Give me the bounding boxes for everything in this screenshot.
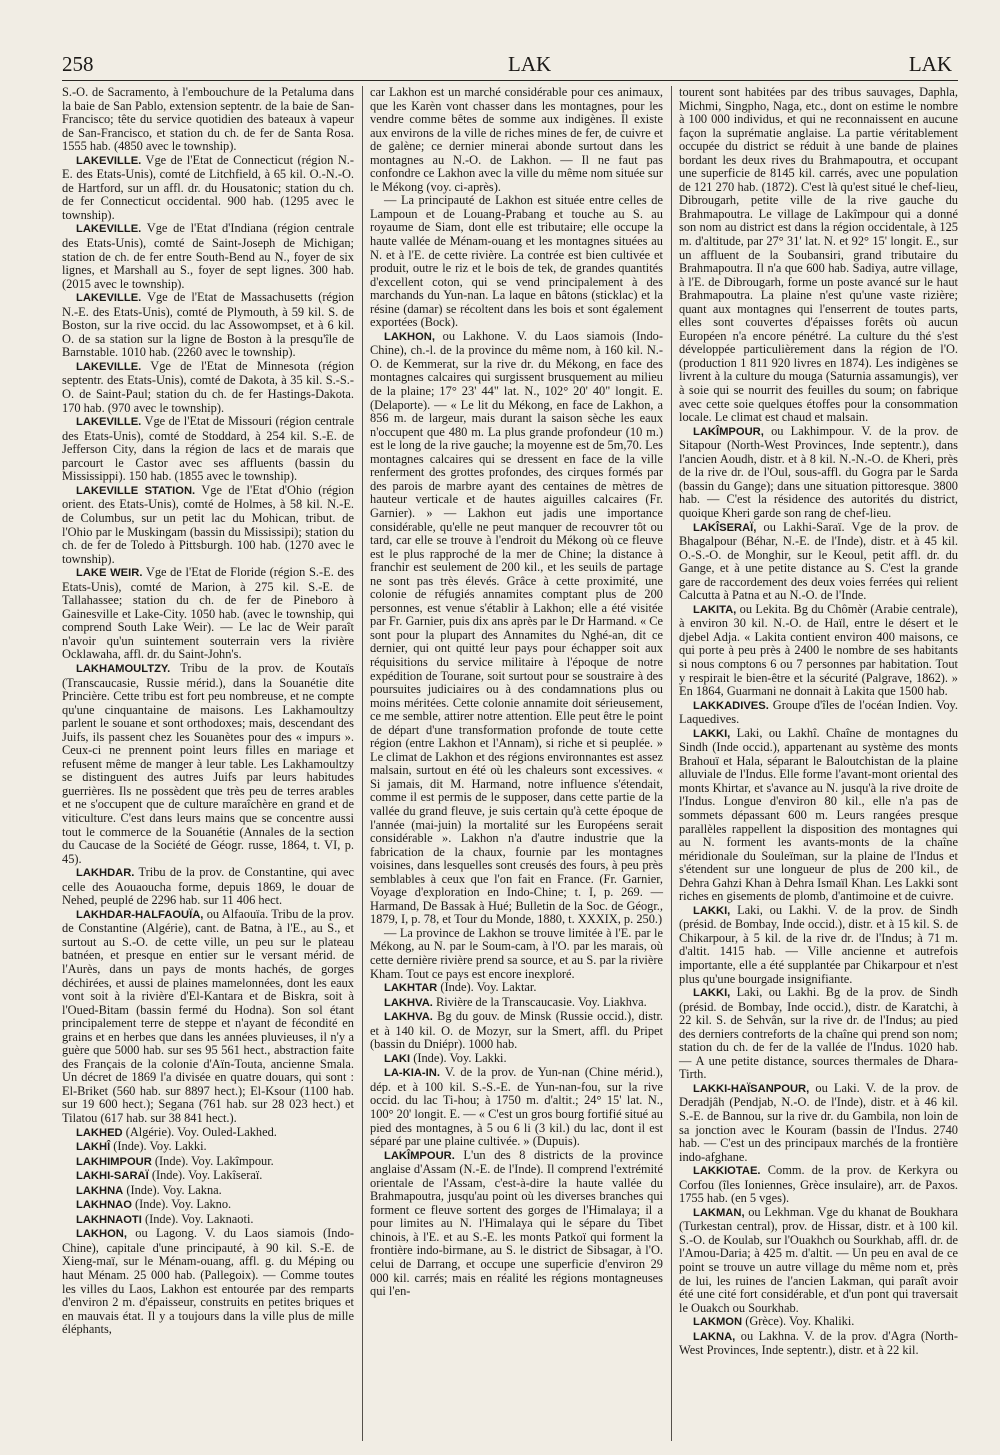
entry-text: L'un des 8 districts de la province anglaise d'Assam (N.-E. de l'Inde). Il comprend l'extrémité orientale de l'Assam, c'est-à-dire la haute vallée du Brahmapoutra, jusqu'au point où les diverses branches qui forment ce fleuve sortent des gorges de l'Himalaya; il a pour limites au N. l'Himalaya qui le sépare du Tibet chinois, à l'E. et au S.-E. les monts Patkoï qui forment la frontière indo-birmane, au S. le district de Sibsagar, à l'O. celui de Darrang, et occupe une superficie d'environ 29 000 kil. carrés; mais en réalité les régions montagneuses qui l'en- [370,1147,663,1299]
entry-text: ou Lakhna. V. de la prov. d'Agra (North-West Provinces, Inde septentr.), distr. et à 22 kil. [679,1328,958,1358]
entry-text: Tribu de la prov. de Constantine, qui avec celle des Aouaoucha forme, depuis 1869, le douar de Nehed, peuplé de 2296 hab. sur 11 406 hect. [62,865,354,908]
entry-headword: LAKEVILLE. [76,223,142,236]
entry-headword: LAKHNA [76,1184,124,1197]
entry-text: Laki, ou Lakhi. V. de la prov. de Sindh (présid. de Bombay, Inde occid.), distr. et à 15 kil. S. de Chikarpour, à 5 kil. de la rive dr. de l'Indus; à 71 m. d'altit. 1415 hab. — Ville ancienne et autrefois importante, elle a été supplantée par Chikarpour et n'est plus qu'une bourgade insignifiante. [679,902,958,986]
entry-text: Comm. de la prov. de Kerkyra ou Corfou (îles Ioniennes, Grèce insulaire), arr. de Paxos. 1755 hab. (en 5 vges). [679,1163,958,1206]
entry-text: ou Lagong. V. du Laos siamois (Indo-Chine), capitale d'une principauté, à 90 kil. S.-E. de Xieng-maï, sur le Ménam-ouang, affl. g. du Méping ou haut Ménam. 25 000 hab. (Pallegoix). — Comme toutes les villes du Laos, Lakhon est entourée par des remparts d'environ 2 m. d'épaisseur, construits en petites briques et en mauvais état. Il y a toujours dans la ville plus de mille éléphants, [62,1226,354,1337]
entry-headword: LAKKI, [693,904,731,917]
entry-headword: LAKHNAO [76,1199,132,1212]
entry-headword: LAKI [384,1052,411,1065]
dictionary-entry [370,927,663,981]
dictionary-entry [370,1066,663,1148]
entry-headword: LAKHNAOTI [76,1213,142,1226]
entry-text: ou Lakhi-Saraï. Vge de la prov. de Bhagalpour (Béhar, N.-E. de l'Inde), distr. et à 45 kil. O.-S.-O. de Monghir, sur le Keoul, petit affl. dr. du Gange, et à une petite distance au S. C'est la grande gare de raccordement des deux voies ferrées qui relient Calcutta à Patna et au N.-O. de l'Inde. [679,519,958,603]
dictionary-entry [679,727,958,904]
dictionary-entry [62,662,354,866]
dictionary-entry [62,866,354,908]
header-word-left: LAK [508,52,552,76]
header-word-right: LAK [908,52,952,76]
dictionary-entry [679,904,958,986]
dictionary-entry [62,360,354,415]
entry-text: Vge de l'Etat de Connecticut (région N.-E. des Etats-Unis), comté de Litchfield, à 65 kil. O.-N.-O. de Hartford, sur un affl. dr. du Housatonic; station du ch. de fer Connecticut occidental. 900 hab. (1295 avec le township). [62,152,354,222]
entry-text: V. de la prov. de Yun-nan (Chine mérid.), dép. et à 100 kil. S.-S.-E. de Yun-nan-fou, sur la rive occid. du lac Ti-hou; à 1750 m. d'altit.; 24° 15' lat. N., 100° 20' longit. E. — « C'est un gros bourg fortifié situé au pied des montagnes, à 5 ou 6 li (3 kil.) du lac, dont il est séparé par une plaine cultivée. » (Dupuis). [370,1065,663,1149]
dictionary-entry [370,981,663,996]
dictionary-entry [679,1330,958,1358]
dictionary-entry [370,86,663,194]
entry-text: car Lakhon est un marché considérable pour ces animaux, que les Karèn vont chasser dans les montagnes, pour les vendre comme bêtes de somme aux indigènes. Il existe aux environs de la ville de riches mines de fer, de cuivre et de galène; ce dernier minerai abonde surtout dans les montagnes au N.-O. de Lakhon. — Il ne faut pas confondre ce Lakhon avec la ville du même nom située sur le Mékong (voy. ci-après). [370,85,663,194]
dictionary-entry [62,415,354,484]
dictionary-entry [679,86,958,425]
entry-text: Vge de l'Etat de Floride (région S.-E. des Etats-Unis), comté de Marion, à 275 kil. S.-E. de Tallahassee; station du ch. de fer de Pineboro à Gainesville et Lake-City. 1050 hab. (avec le township, qui comprend South Lake Weir). — Le lac de Weir paraît n'avoir qu'un suintement souterrain vers la rivière Ocklawaha, affl. dr. du Saint-John's. [62,565,354,662]
entry-text: (Inde). Voy. Lakno. [131,1197,232,1212]
entry-headword: LAKHED [76,1126,123,1139]
entry-headword: LAKÎMPOUR, [693,425,764,438]
entry-text: (Inde). Voy. Laktar. [437,980,537,995]
dictionary-entry [62,1169,354,1184]
dictionary-entry [679,425,958,521]
dictionary-entry [62,1126,354,1141]
dictionary-entry [679,1082,958,1164]
entry-text: ou Alfaouïa. Tribu de la prov. de Constantine (Algérie), cant. de Batna, à l'E., au S., et surtout au S.-O. de cette ville, un peu sur le plateau batnéen, et presque en entier sur le versant mérid. de l'Aurès, dans un pays de monts hachés, de gorges déchirées, et aussi de plaines mamelonnées, dont les eaux vont soit à la rivière d'El-Kantara et de Biskra, soit à l'Oued-Bitam (bassin fermé du Hodna). Son sol étant principalement terre de steppe et n'ayant de fécondité en grains et en herbes que dans les années pluvieuses, il n'y a guère que 5000 hab. sur ses 95 561 hect., abstraction faite des Français de la colonie d'Aïn-Touta, ancienne Smala. Un décret de 1869 l'a divisée en quatre douars, qui sont : El-Briket (560 hab. sur 8897 hect.); El-Ksour (1100 hab. sur 19 600 hect.); Segana (761 hab. sur 28 023 hect.) et Tilatou (617 hab. sur 38 841 hect.). [62,906,354,1126]
entry-text: ou Lekita. Bg du Chômèr (Arabie centrale), à environ 30 kil. N.-O. de Haïl, entre le désert et le djebel Adja. « Lakita contient environ 400 maisons, ce qui porte à peu près à 2400 le nombre de ses habitants si nous comptons 6 ou 7 personnes par habitation. Tout y respirait le bien-être et la sécurité (Palgrave, 1862). » En 1864, Guarmani ne donnait à Lakita que 1500 hab. [679,601,958,699]
entry-text: Tribu de la prov. de Koutaïs (Transcaucasie, Russie mérid.), dans la Souanétie dite Princière. Cette tribu est fort peu nombreuse, et ne compte qu'une cinquantaine de maisons. Les Lakhamoultzy parlent le souane et sont orthodoxes; mais, descendant des Juifs, ils passent chez les Souanètes pour des « impurs ». Ceux-ci ne prennent point leurs filles en mariage et refusent même de manger à leur table. Les Lakhamoultzy se distinguent des autres Juifs par leurs habitudes guerrières. Ils ne possèdent que très peu de terres arables et ne s'occupent que de culture maraîchère en grand et de viticulture. C'est dans leurs mains que se concentre aussi tout le commerce de la Souanétie (Annales de la section du Caucase de la Société de Géogr. russe, 1864, t. VI, p. 45). [62,660,354,866]
dictionary-entry [62,1140,354,1155]
column-divider [671,86,672,1441]
dictionary-entry [62,1227,354,1336]
entry-text: S.-O. de Sacramento, à l'embouchure de la Petaluma dans la baie de San Pablo, extension septentr. de la baie de San-Francisco; tête du service quotidien des bateaux à vapeur de San-Francisco, et station du ch. de fer de Santa Rosa. 1555 hab. (4850 avec le township). [62,85,354,154]
entry-headword: LAKHON, [384,330,435,343]
entry-headword: LAKMAN, [693,1206,745,1219]
entry-text: Groupe d'îles de l'océan Indien. Voy. Laquedives. [679,697,958,727]
dictionary-entry [62,291,354,360]
entry-text: (Inde). Voy. Lakna. [123,1182,222,1197]
entry-headword: LAKE WEIR. [76,567,143,580]
entry-headword: LAKHTAR [384,982,438,995]
entry-text: Vge de l'Etat de Missouri (région centrale des Etats-Unis), comté de Stoddard, à 254 kil. S.-E. de Jefferson City, dans la région de lacs et de marais que parcourt le Castor avec ses affluents (bassin du Mississippi). 150 hab. (1855 avec le township). [62,414,354,484]
entry-text: Vge de l'Etat de Massachusetts (région N.-E. des Etats-Unis), comté de Plymouth, à 59 kil. S. de Boston, sur la rive occid. du lac Assowompset, et à 6 kil. O. de sa station sur la ligne de Boston à la presqu'île de Barnstable. 1010 hab. (2260 avec le township). [62,290,354,360]
column-divider [362,86,363,1441]
dictionary-entry [62,1155,354,1170]
entry-text: Vge de l'Etat de Minnesota (région septentr. des Etats-Unis), comté de Dakota, à 35 kil. S.-S.-O. de Saint-Paul; station du ch. de fer Hastings-Dakota. 170 hab. (970 avec le township). [62,358,354,415]
dictionary-entry [62,1184,354,1199]
entry-text: tourent sont habitées par des tribus sauvages, Daphla, Michmi, Singpho, Naga, etc., dont on estime le nombre à 100 000 individus, et qui ne reconnaissent en aucune façon la suprématie anglaise. La partie véritablement occupée du district se réduit à une bande de plaines bordant les deux rives du Brahmapoutra, et occupant une superficie de 8145 kil. carrés, avec une population de 121 270 hab. (1872). C'est là qu'est situé le chef-lieu, Dibrougarh, petite ville de la rive gauche du Brahmapoutra. Le village de Lakîmpour qui a donné son nom au district est dans la région occidentale, à 125 m. d'altitude, par 27° 31' lat. N. et 92° 15' longit. E., sur un affluent de la Soubansiri, grand tributaire du Brahmapoutra. Il n'a que 600 hab. Sadiya, autre village, à l'E. de Dibrougarh, forme un poste avancé sur le haut Brahmapoutra. La plaine n'est qu'une vaste rizière; quant aux montagnes qui l'enserrent de toutes parts, elles sont couvertes d'épaisses forêts où aucun Européen n'a encore pénétré. La culture du thé s'est développée particulièrement dans la région de l'O. (production 1 811 920 livres en 1874). Les indigènes se livrent à la culture du mouga (Saturnia assamungis), ver à soie qui se nourrit des feuilles du soum; on fabrique avec cette soie quelques étoffes pour la consommation locale. Le climat est chaud et malsain. [679,85,958,425]
dictionary-entry [370,1010,663,1052]
entry-text: (Inde). Voy. Lakki. [110,1139,207,1154]
dictionary-entry [679,1206,958,1315]
entry-headword: LAKEVILLE. [76,154,142,167]
entry-headword: LAKHON, [76,1228,127,1241]
entry-headword: LAKÎSERAÏ, [693,521,757,534]
dictionary-entry [370,1149,663,1299]
entry-headword: LAKHVA. [384,996,433,1009]
dictionary-entry [679,1164,958,1206]
dictionary-entry [679,521,958,603]
dictionary-entry [62,1213,354,1228]
entry-headword: LAKEVILLE. [76,292,142,305]
entry-text: (Inde). Voy. Laknaoti. [141,1211,254,1226]
running-header [62,50,958,81]
dictionary-entry [370,330,663,927]
entry-text: Bg du gouv. de Minsk (Russie occid.), distr. et à 140 kil. O. de Mozyr, sur la Smert, affl. du Pripet (bassin du Dniépr). 1000 hab. [370,1009,663,1052]
entry-text: (Grèce). Voy. Khaliki. [742,1314,855,1329]
entry-headword: LAKKI, [693,727,731,740]
dictionary-entry [62,566,354,662]
entry-headword: LAKHÎ [76,1141,111,1154]
entry-headword: LAKEVILLE STATION. [76,484,196,497]
dictionary-entry [679,986,958,1082]
dictionary-entry [62,86,354,154]
entry-text: Vge de l'Etat d'Ohio (région orient. des Etats-Unis), comté de Holmes, à 58 kil. N.-E. de Columbus, sur un petit lac du Mohican, tribut. de l'Ohio par le Muskingam (bassin du Mississipi); station du ch. de fer de Toledo à Pittsburgh. 100 hab. (1270 avec le township). [62,482,354,566]
text-column-2 [370,86,663,1299]
dictionary-entry [679,603,958,699]
entry-headword: LAKHVA. [384,1011,433,1024]
entry-headword: LAKITA, [693,603,737,616]
entry-text: (Inde). Voy. Lakîseraï. [148,1168,263,1183]
entry-text: ou Lakhone. V. du Laos siamois (Indo-Chine), ch.-l. de la province du même nom, à 160 kil. N.-O. de Kemmerat, sur la rive dr. du Mékong, en face des montagnes calcaires qui surgissent brusquement au milieu de la plaine; 17° 23' 44" lat. N., 102° 20' 40" longit. E. (Delaporte). — « Le lit du Mékong, en face de Lakhon, a 856 m. de largeur, mais durant la saison sèche les eaux n'occupent que 480 m. La plus grande profondeur (10 m.) est le long de la rive gauche; la moyenne est de 5m,70. Les montagnes calcaires qui se dressent en face de la ville renferment des grottes profondes, des cirques formés par des parois de marbre ayant des centaines de mètres de hauteur verticale et de hautes aiguilles calcaires (Fr. Garnier). » — Lakhon eut jadis une importance considérable, qu'elle ne peut manquer de recouvrer tôt ou tard, car elle se trouve à l'endroit du Mékong où ce fleuve est le plus rapproché de la mer de Chine; la distance à franchir est seulement de 200 kil., et les seuils de partage ne sont pas très élevés. Grâce à cette proximité, une colonie de réfugiés annamites comptant plus de 200 personnes, est venue s'établir à Lakhon; elle a été visitée par Fr. Garnier, puis dix ans après par le Dr Harmand. « Ce sont pour la plupart des Annamites du Nghé-an, dit ce dernier, qui ont quitté leur pays pour échapper soit aux réquisitions du service militaire à l'époque de notre expédition de Tourane, soit surtout pour se soustraire à des poursuites judiciaires ou à des condamnations plus ou moins méritées. Cette colonie annamite doit sérieusement, ce me semble, attirer notre attention. Elle peut être le point de départ d'une transformation profonde de toute cette région (entre Lakhon et l'Annam), si riche et si peuplée. » Le climat de Lakhon et des régions environnantes est assez malsain, surtout en été où les chaleurs sont excessives. « Si jamais, dit M. Harmand, notre influence s'étendait, comme il est permis de le supposer, dans cette partie de la vallée du grand fleuve, je suis certain qu'à cette époque de l'année (mai-juin) la mortalité sur les Européens serait considérable ». Lakhon n'a d'autre industrie que la fabrication de la chaux, fournie par les montagnes voisines, dans lesquelles sont creusés des fours, à peu près semblables à ceux que l'on fait en France. (Fr. Garnier, Voyage d'exploration en Indo-Chine; t. I, p. 269. — Harmand, De Bassak à Hué; Bulletin de la Soc. de Géogr., 1879, I, p. 78, et Tour du Monde, 1880, t. XXXIX, p. 250.) [370,328,664,927]
entry-text: Vge de l'Etat d'Indiana (région centrale des Etats-Unis), comté de Saint-Joseph de Michigan; station de ch. de fer entre South-Bend au N., foyer de six lignes, et Marshall au S., foyer de sept lignes. 300 hab. (2015 avec le township). [62,221,354,291]
entry-text: Laki, ou Lakhî. Chaîne de montagnes du Sindh (Inde occid.), appartenant au système des monts Brahouï et Hala, séparant le Baloutchistan de la plaine alluviale de l'Indus. Elle forme l'avant-mont oriental des monts Khirtar, et s'avance au N. jusqu'à la rive droite de l'Indus. Longue d'environ 80 kil., elle n'a pas de sommets dépassant 600 m. Leurs rangées presque parallèles rappellent la disposition des montagnes qui au N. forment les avants-monts de la chaîne méridionale du Souleïman, sur la plaine de l'Indus et s'étendent sur une longueur de plus de 200 kil., de Dehra Gahzi Khan à Dehra Ismaïl Khan. Les Lakki sont riches en gisements de plomb, d'antimoine et de cuivre. [679,725,958,904]
entry-headword: LAKHIMPOUR [76,1155,152,1168]
entry-headword: LAKKADIVES. [693,699,769,712]
entry-text: — La principauté de Lakhon est située entre celles de Lampoun et de Louang-Prabang et touche au S. au royaume de Siam, dont elle est tributaire; elle occupe la haute vallée de Ménam-ouang et les montagnes situées au N. et à l'E. de cette rivière. La contrée est bien cultivée et produit, outre le riz et le bois de tek, de grandes quantités d'excellent coton, qui se vend principalement à des marchands du Yun-nan. La laque en bâtons (sticklac) et la résine (damar) se récoltent dans les bois et sont également exportées (Bock). [370,193,663,330]
entry-text: ou Laki. V. de la prov. de Deradjâh (Pendjab, N.-O. de l'Inde), distr. et à 46 kil. S.-E. de Bannou, sur la rive dr. du Gambila, non loin de sa jonction avec le Kouram (bassin de l'Indus. 2740 hab. — C'est un des principaux marchés de la frontière indo-afghane. [679,1080,958,1164]
entry-headword: LA-KIA-IN. [384,1067,440,1080]
dictionary-entry [370,1052,663,1067]
entry-headword: LAKKI, [693,987,731,1000]
dictionary-entry [370,194,663,329]
dictionary-entry [62,222,354,291]
dictionary-entry [62,1198,354,1213]
page-number: 258 [62,52,94,76]
dictionary-entry [679,699,958,727]
text-column-3 [679,86,958,1358]
entry-headword: LAKHAMOULTZY. [76,662,171,675]
dictionary-entry [679,1315,958,1330]
entry-headword: LAKHI-SARAÏ [76,1170,149,1183]
entry-text: ou Lekhman. Vge du khanat de Boukhara (Turkestan central), prov. de Hissar, distr. et à 100 kil. S.-O. de Koulab, sur l'Ouakhch ou Sourkhab, affl. dr. de l'Amou-Daria; à 425 m. d'altit. — Un peu en aval de ce point se trouve un autre village du même nom et, près de lui, les ruines de l'ancien Lakman, qui paraît avoir été une cité fort considérable, et d'un pont qui traversait le Ouakch ou Sourkhab. [679,1204,958,1315]
dictionary-entry [370,996,663,1011]
entry-text: Laki, ou Lakhi. Bg de la prov. de Sindh (présid. de Bombay, Inde occid.), distr. de Karatchi, à 22 kil. S. de Sehvân, sur la rive dr. de l'Indus; au pied des derniers contreforts de la chaîne qui prend son nom; station du ch. de fer de la vallée de l'Indus. 1020 hab. — A une petite distance, sources thermales de Dhara-Tirth. [679,985,958,1082]
entry-text: — La province de Lakhon se trouve limitée à l'E. par le Mékong, au N. par le Soum-cam, à l'O. par les marais, où cette dernière rivière prend sa source, et au S. par la rivière Kham. Tout ce pays est encore inexploré. [370,925,663,981]
entry-text: (Inde). Voy. Lakki. [410,1050,507,1065]
entry-headword: LAKEVILLE. [76,416,142,429]
entry-headword: LAKKIOTAE. [693,1165,761,1178]
dictionary-entry [62,484,354,566]
dictionary-entry [62,908,354,1126]
entry-headword: LAKHDAR-HALFAOUÏA, [76,908,204,921]
dictionary-entry [62,154,354,223]
entry-headword: LAKEVILLE. [76,360,142,373]
entry-headword: LAKMON [693,1316,743,1329]
entry-text: (Inde). Voy. Lakîmpour. [151,1153,274,1168]
entry-text: ou Lakhimpour. V. de la prov. de Sitapour (North-West Provinces, Inde septentr.), dans l'ancien Aoudh, distr. et à 8 kil. N.-N.-O. de Kheri, près de la rive dr. de l'Oul, sous-affl. du Gogra par le Sarda (bassin du Gange); dans une situation pittoresque. 3800 hab. — C'est la résidence des autorités du district, quoique Kheri garde son rang de chef-lieu. [679,423,958,520]
entry-headword: LAKÎMPOUR. [384,1149,455,1162]
entry-headword: LAKNA, [693,1330,736,1343]
text-column-1 [62,86,354,1337]
entry-text: Rivière de la Transcaucasie. Voy. Liakhva. [432,994,647,1009]
entry-headword: LAKKI-HAÏSANPOUR, [693,1082,810,1095]
entry-text: (Algérie). Voy. Ouled-Lakhed. [122,1124,277,1139]
entry-headword: LAKHDAR. [76,867,135,880]
